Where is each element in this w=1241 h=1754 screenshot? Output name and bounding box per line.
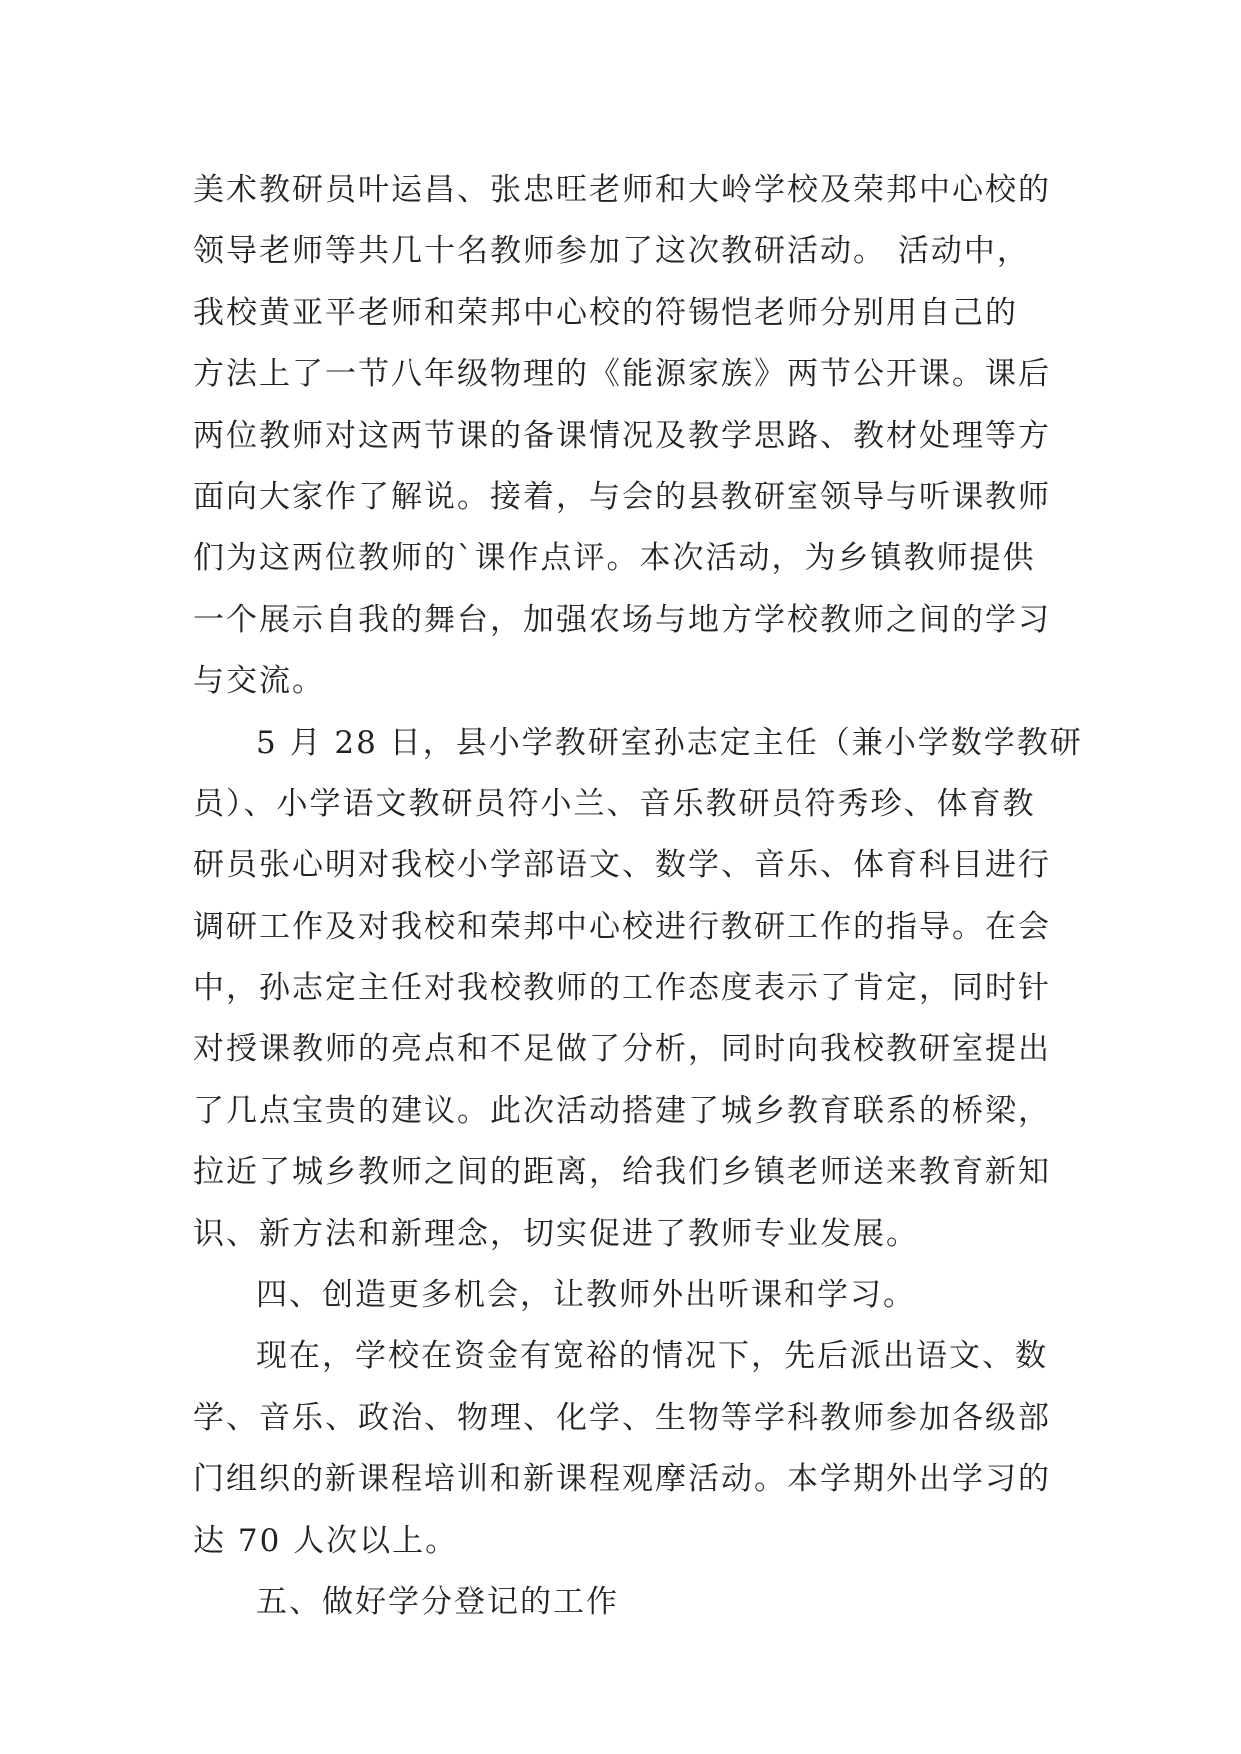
paragraph-line: 一个展示自我的舞台，加强农场与地方学校教师之间的学习 (193, 601, 1051, 638)
paragraph-line: 学、音乐、政治、物理、化学、生物等学科教师参加各级部 (193, 1399, 1051, 1436)
paragraph-line: 领导老师等共几十名教师参加了这次教研活动。 活动中， (193, 233, 1030, 270)
paragraph-line: 调研工作及对我校和荣邦中心校进行教研工作的指导。在会 (193, 908, 1051, 945)
paragraph-line: 面向大家作了解说。接着，与会的县教研室领导与听课教师 (193, 478, 1051, 515)
paragraph-line: 我校黄亚平老师和荣邦中心校的符锡恺老师分别用自己的 (193, 294, 1018, 331)
paragraph-line: 们为这两位教师的`课作点评。本次活动，为乡镇教师提供 (193, 540, 1036, 577)
paragraph-line: 对授课教师的亮点和不足做了分析，同时向我校教研室提出 (193, 1031, 1051, 1068)
document-body (193, 160, 1083, 1633)
paragraph-line: 中，孙志定主任对我校教师的工作态度表示了肯定，同时针 (193, 970, 1051, 1007)
paragraph-line: 研员张心明对我校小学部语文、数学、音乐、体育科目进行 (193, 847, 1051, 884)
paragraph-line: 拉近了城乡教师之间的距离，给我们乡镇老师送来教育新知 (193, 1154, 1051, 1191)
paragraph-line: 员）、小学语文教研员符小兰、音乐教研员符秀珍、体育教 (193, 785, 1036, 822)
paragraph-line: 美术教研员叶运昌、张忠旺老师和大岭学校及荣邦中心校的 (193, 172, 1051, 208)
paragraph-line: 门组织的新课程培训和新课程观摩活动。本学期外出学习的 (193, 1461, 1051, 1498)
paragraph-line: 方法上了一节八年级物理的《能源家族》两节公开课。课后 (193, 356, 1051, 393)
section-heading: 五、做好学分登记的工作 (256, 1583, 619, 1620)
paragraph-line: 了几点宝贵的建议。此次活动搭建了城乡教育联系的桥梁， (193, 1092, 1051, 1129)
paragraph-line: 5 月 28 日，县小学教研室孙志定主任（兼小学数学教研 (256, 724, 1083, 761)
paragraph-line: 识、新方法和新理念，切实促进了教师专业发展。 (193, 1215, 919, 1252)
section-heading: 四、创造更多机会，让教师外出听课和学习。 (256, 1277, 916, 1314)
paragraph-line: 达 70 人次以上。 (193, 1522, 459, 1559)
paragraph-line: 现在，学校在资金有宽裕的情况下，先后派出语文、数 (256, 1338, 1048, 1375)
paragraph-line: 与交流。 (193, 663, 325, 700)
paragraph-line: 两位教师对这两节课的备课情况及教学思路、教材处理等方 (193, 417, 1051, 454)
